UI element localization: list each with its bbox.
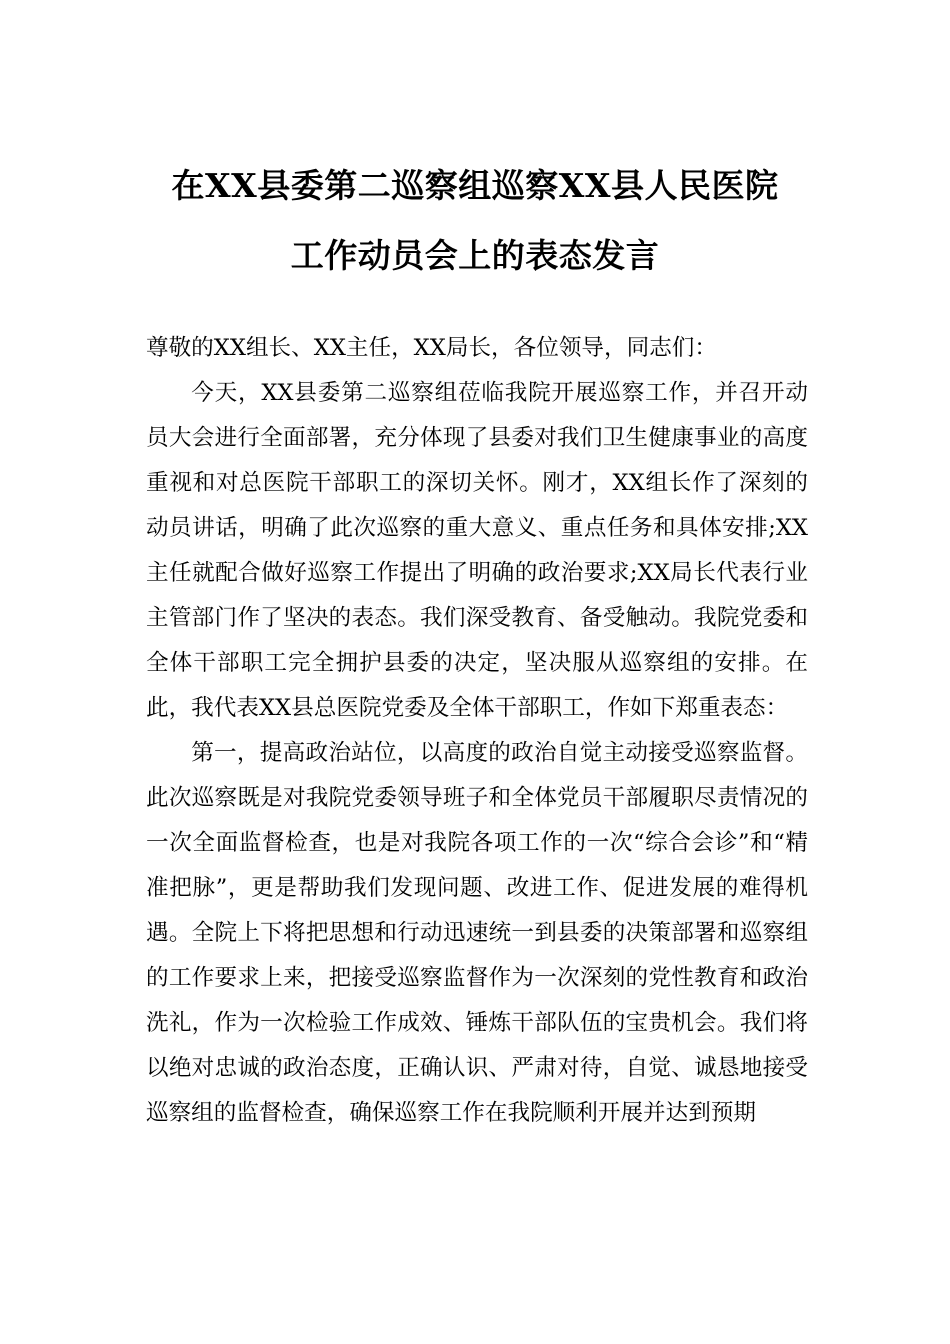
paragraph-intro: 今天，XX县委第二巡察组莅临我院开展巡察工作，并召开动员大会进行全面部署，充分体现了县委对我们卫生健康事业的高度重视和对总医院干部职工的深切关怀。刚才，XX组长作了深刻的动员讲话，明确了此次巡察的重大意义、重点任务和具体安排;XX主任就配合做好巡察工作提出了明确的政治要求;XX局长代表行业主管部门作了坚决的表态。我们深受教育、备受触动。我院党委和全体干部职工完全拥护县委的决定，坚决服从巡察组的安排。在此，我代表XX县总医院党委及全体干部职工，作如下郑重表态： (146, 380, 808, 721)
salutation: 尊敬的XX组长、XX主任，XX局长，各位领导，同志们： (146, 335, 717, 361)
document-title-line-2: 工作动员会上的表态发言 (290, 236, 660, 275)
document-title-line-1: 在XX县委第二巡察组巡察XX县人民医院 (171, 166, 779, 205)
document-body (146, 326, 808, 1136)
paragraph-first-point: 第一，提高政治站位，以高度的政治自觉主动接受巡察监督。此次巡察既是对我院党委领导班子和全体党员干部履职尽责情况的一次全面监督检查，也是对我院各项工作的一次“综合会诊”和“精准把脉”，更是帮助我们发现问题、改进工作、促进发展的难得机遇。全院上下将把思想和行动迅速统一到县委的决策部署和巡察组的工作要求上来，把接受巡察监督作为一次深刻的党性教育和政治洗礼，作为一次检验工作成效、锤炼干部队伍的宝贵机会。我们将以绝对忠诚的政治态度，正确认识、严肃对待，自觉、诚恳地接受巡察组的监督检查，确保巡察工作在我院顺利开展并达到预期 (146, 740, 808, 1126)
